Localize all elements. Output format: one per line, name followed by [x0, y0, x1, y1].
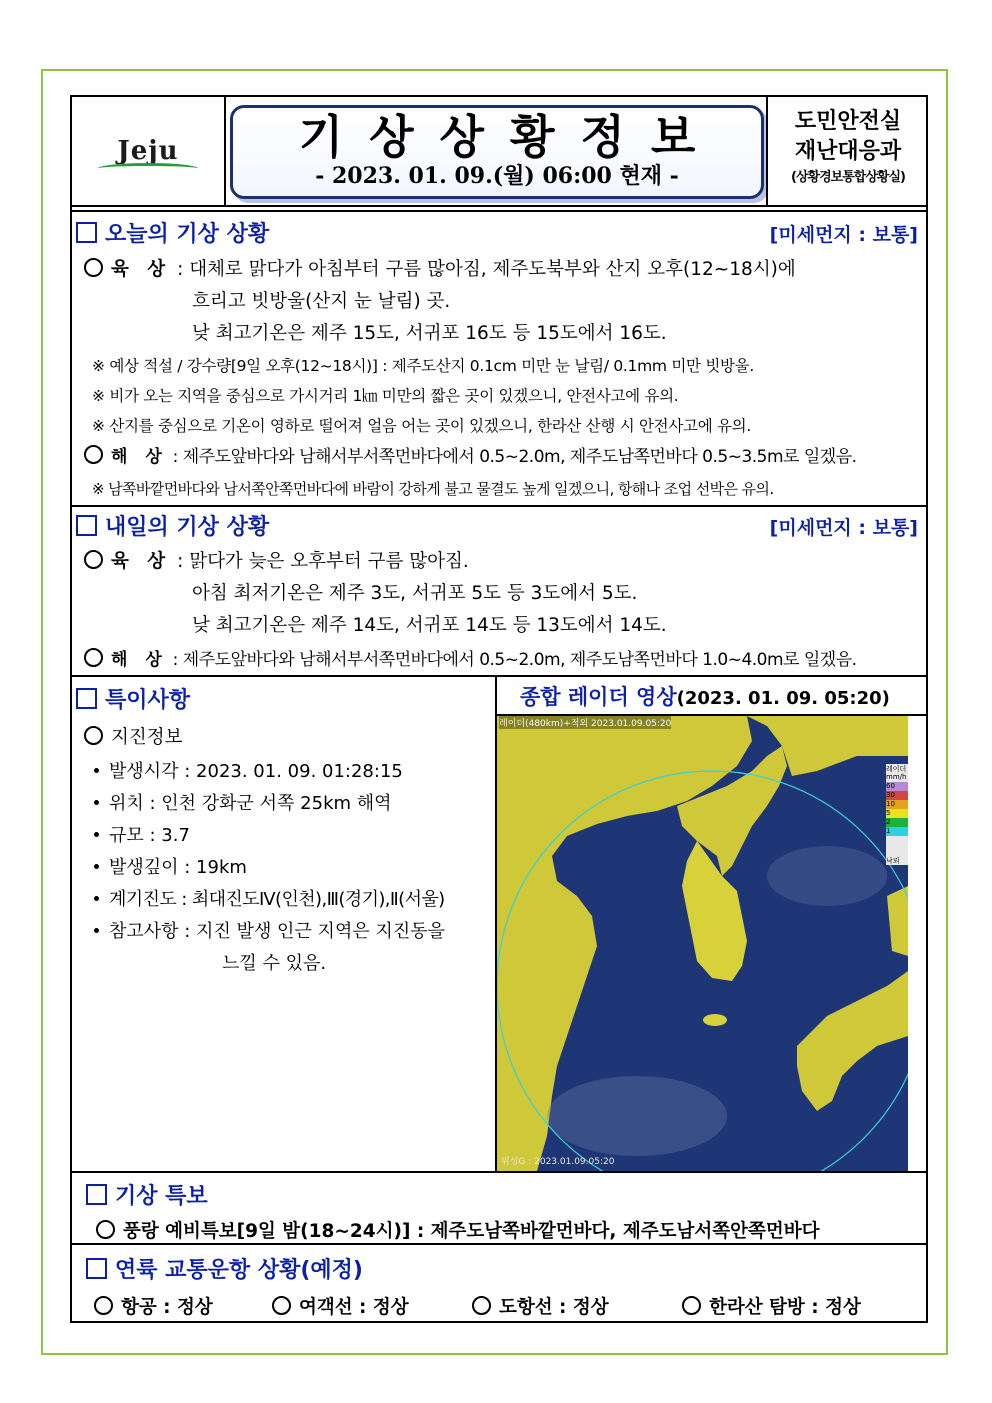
earthquake-item-continued: 느낄 수 있음.	[222, 953, 327, 974]
circle-bullet-icon	[84, 726, 103, 745]
circle-bullet-icon	[84, 445, 103, 464]
today-sea-line: 해 상 : 제주도앞바다와 남해서부서쪽먼바다에서 0.5~2.0m, 제주도남쪽먼바다 0.5~3.5m로 일겠음.	[84, 442, 857, 467]
today-land-line-1: 육 상 : 대체로 맑다가 아침부터 구름 많아짐, 제주도북부와 산지 오후(12~18시)에	[84, 255, 796, 281]
circle-bullet-icon	[84, 648, 103, 667]
earthquake-subtitle: 지진정보	[84, 723, 182, 749]
earthquake-item: 계기진도 : 최대진도Ⅳ(인천),Ⅲ(경기),Ⅱ(서울)	[94, 885, 445, 911]
tomorrow-land-line-2: 아침 최저기온은 제주 3도, 서귀포 5도 등 3도에서 5도.	[192, 583, 638, 604]
dept-line-2: 재난대응과	[794, 139, 902, 164]
circle-bullet-icon	[96, 1220, 115, 1239]
earthquake-item: 발생시각 : 2023. 01. 09. 01:28:15	[94, 757, 403, 783]
earthquake-item: 규모 : 3.7	[94, 821, 190, 847]
tomorrow-dust-badge: [미세먼지 : 보통]	[769, 517, 918, 539]
tomorrow-land-line-3: 낮 최고기온은 제주 14도, 서귀포 14도 등 13도에서 14도.	[192, 615, 667, 636]
checkbox-square-icon	[86, 1184, 107, 1205]
special-section-title: 특이사항	[76, 683, 190, 714]
traffic-item-boat: 도항선 : 정상	[472, 1293, 609, 1319]
traffic-item-hallasan: 한라산 탐방 : 정상	[682, 1293, 861, 1319]
traffic-item-ferry: 여객선 : 정상	[272, 1293, 409, 1319]
circle-bullet-icon	[84, 550, 103, 569]
today-note-4: ※ 남쪽바깥먼바다와 남서쪽안쪽먼바다에 바람이 강하게 불고 물결도 높게 일겠으니, 항해나 조업 선박은 유의.	[92, 480, 774, 498]
advisory-section-title: 기상 특보	[86, 1179, 208, 1210]
radar-legend: 레이더 mm/h 60 30 10 5 2 1 낙뢰	[886, 765, 907, 865]
today-note-1: ※ 예상 적설 / 강수량[9일 오후(12~18시)] : 제주도산지 0.1cm 미만 눈 날림/ 0.1mm 미만 빗방울.	[92, 357, 754, 375]
advisory-line: 풍랑 예비특보[9일 밤(18~24시)] : 제주도남쪽바깥먼바다, 제주도남서쪽안쪽먼바다	[96, 1217, 819, 1243]
tomorrow-section-title: 내일의 기상 상황	[76, 510, 269, 541]
circle-bullet-icon	[84, 258, 103, 277]
tomorrow-sea-line: 해 상 : 제주도앞바다와 남해서부서쪽먼바다에서 0.5~2.0m, 제주도남쪽먼바다 1.0~4.0m로 일겠음.	[84, 645, 857, 670]
radar-footer: 위성G : 2023.01.09.05:20	[501, 1157, 615, 1167]
radar-title: 종합 레이더 영상(2023. 01. 09. 05:20)	[520, 685, 890, 709]
dept-line-3: (상황경보통합상황실)	[791, 170, 905, 185]
radar-caption: 레이더(480km)+적외 2023.01.09.05:20	[499, 716, 671, 729]
page-subtitle: - 2023. 01. 09.(월) 06:00 현재 -	[315, 163, 679, 189]
logo-swoosh-icon	[98, 163, 198, 174]
page-title: 기상상황정보	[298, 110, 722, 164]
dept-line-1: 도민안전실	[794, 109, 902, 134]
checkbox-square-icon	[86, 1258, 107, 1279]
today-section-title: 오늘의 기상 상황	[76, 217, 269, 248]
title-box	[230, 105, 764, 199]
document-sheet	[70, 95, 928, 1323]
checkbox-square-icon	[76, 222, 97, 243]
today-note-3: ※ 산지를 중심으로 기온이 영하로 떨어져 얼음 어는 곳이 있겠으니, 한라산 산행 시 안전사고에 유의.	[92, 417, 751, 435]
today-land-line-3: 낮 최고기온은 제주 15도, 서귀포 16도 등 15도에서 16도.	[192, 323, 667, 344]
checkbox-square-icon	[76, 515, 97, 536]
today-land-line-2: 흐리고 빗방울(산지 눈 날림) 곳.	[192, 291, 451, 312]
traffic-section-title: 연륙 교통운항 상황(예정)	[86, 1253, 363, 1284]
earthquake-item: 위치 : 인천 강화군 서쪽 25km 해역	[94, 789, 392, 815]
jeju-logo: Jeju	[72, 97, 224, 205]
earthquake-item: 참고사항 : 지진 발생 인근 지역은 지진동을	[94, 917, 445, 943]
tomorrow-land-line-1: 육 상 : 맑다가 늦은 오후부터 구름 많아짐.	[84, 547, 469, 573]
radar-map-image	[497, 716, 908, 1171]
traffic-item-air: 항공 : 정상	[94, 1293, 213, 1319]
department-block	[772, 107, 924, 189]
earthquake-item: 발생깊이 : 19km	[94, 853, 247, 879]
today-note-2: ※ 비가 오는 지역을 중심으로 가시거리 1㎞ 미만의 짧은 곳이 있겠으니, 안전사고에 유의.	[92, 387, 679, 405]
today-dust-badge: [미세먼지 : 보통]	[769, 224, 918, 246]
checkbox-square-icon	[76, 688, 97, 709]
radar-satellite-image	[497, 716, 908, 1171]
